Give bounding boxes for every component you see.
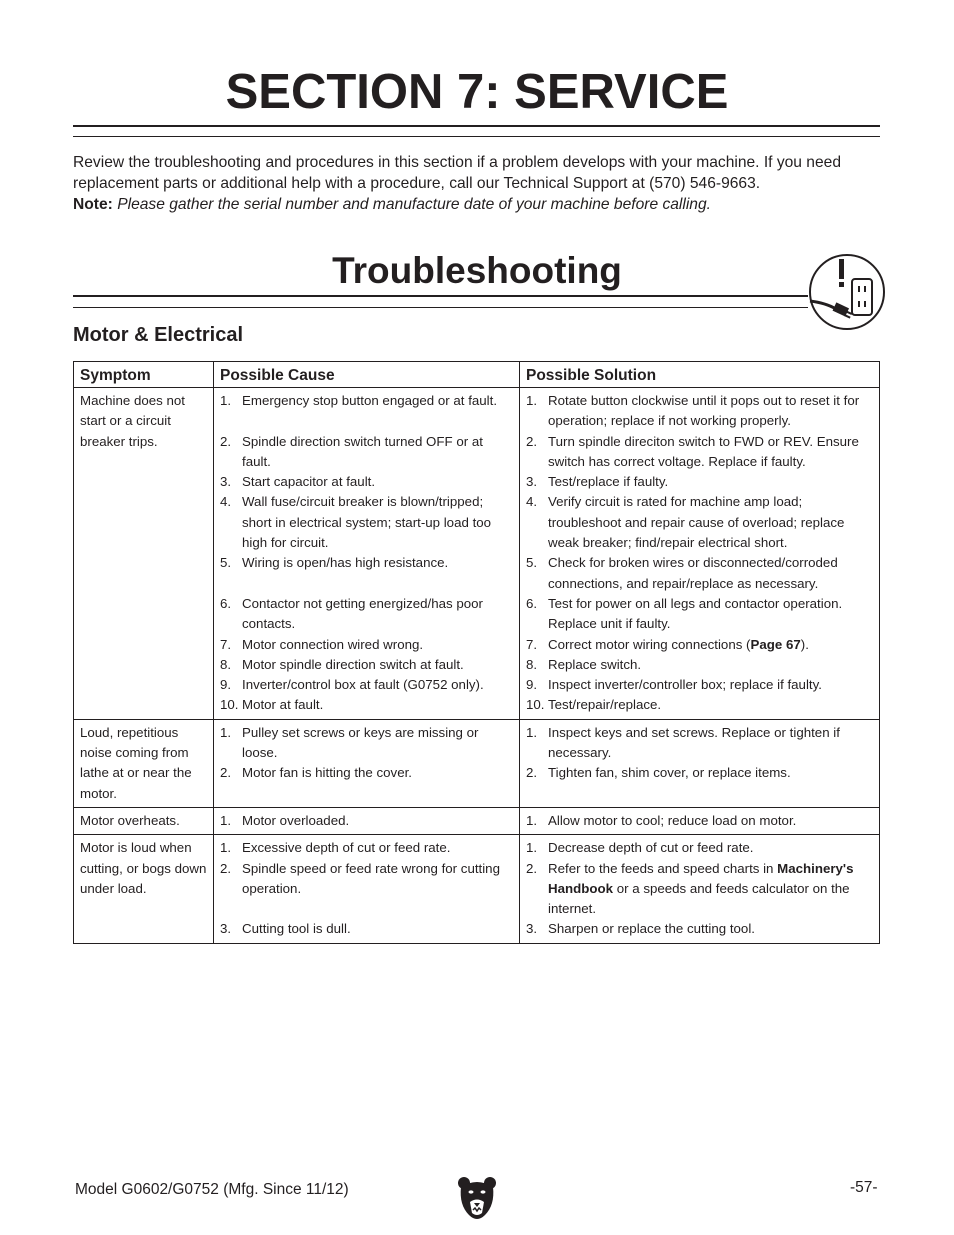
page-ref: Page 67 [750, 636, 801, 652]
list-item: 1. Motor overloaded. [220, 812, 350, 828]
list-item: 2. Turn spindle direciton switch to FWD or REV. Ensure switch has correct voltage. Replace if faulty. [526, 433, 859, 469]
list-item: 6. Contactor not getting energized/has poor contacts. [220, 595, 483, 632]
list-item: 3. Cutting tool is dull. [220, 921, 351, 937]
table-header-row [74, 362, 880, 388]
table-row [74, 388, 880, 720]
list-item: 2. Spindle speed or feed rate wrong for cutting operation. [220, 860, 500, 896]
troubleshooting-rule-top [73, 295, 808, 297]
list-item: 2. Spindle direction switch turned OFF or at fault. [220, 433, 483, 469]
list-item: 10. Test/repair/replace. [526, 697, 662, 713]
list-item: 2. Motor fan is hitting the cover. [220, 765, 412, 781]
list-item: 1. Emergency stop button engaged or at fault. [220, 393, 498, 408]
list-item: 8. Motor spindle direction switch at fault. [220, 656, 464, 672]
troubleshooting-rule-bottom [73, 307, 808, 308]
title-rule-bottom [73, 136, 880, 137]
cause-cell [214, 719, 520, 807]
footer-model: Model G0602/G0752 (Mfg. Since 11/12) [75, 1181, 349, 1198]
warning-plug-outlet-icon [806, 253, 886, 333]
troubleshooting-title: Troubleshooting [332, 250, 622, 291]
solution-cell [520, 388, 880, 720]
list-item: 7. Correct motor wiring connections (Page 67). [526, 636, 809, 652]
symptom-cell: Motor overheats. [74, 807, 214, 834]
symptom-cell: Motor is loud when cutting, or bogs down under load. [74, 835, 214, 943]
list-item: 4. Verify circuit is rated for machine amp load; troubleshoot and repair cause of overload; replace weak breaker; find/repair electrical short. [526, 494, 845, 551]
list-item: 10. Motor at fault. [220, 697, 324, 713]
title-rule-top [73, 125, 880, 127]
list-item: 3. Test/replace if faulty. [526, 474, 669, 490]
symptom-cell: Machine does not start or a circuit breaker trips. [74, 388, 214, 720]
handbook-ref: Machinery's Handbook [548, 860, 854, 896]
list-item: 2. Refer to the feeds and speed charts in Machinery's Handbook or a speeds and feeds calculator on the internet. [526, 860, 854, 917]
list-item: 1. Pulley set screws or keys are missing or loose. [220, 724, 479, 761]
list-item: 1. Decrease depth of cut or feed rate. [526, 840, 754, 856]
table-row [74, 807, 880, 834]
list-item: 1. Excessive depth of cut or feed rate. [220, 840, 451, 856]
list-item: 5. Check for broken wires or disconnected/corroded connections, and repair/replace as necessary. [526, 555, 838, 591]
list-item: 8. Replace switch. [526, 656, 642, 672]
table-row [74, 835, 880, 943]
subsection-title: Motor & Electrical [73, 324, 244, 346]
table-row [74, 719, 880, 807]
list-item: 4. Wall fuse/circuit breaker is blown/tripped; short in electrical system; start-up load too high for circuit. [220, 494, 492, 551]
solution-cell [520, 835, 880, 943]
intro-text: Review the troubleshooting and procedures in this section if a problem develops with your machine. If you need replacement parts or additional help with a procedure, call our Technical Support at (570) 546-9663. [73, 154, 841, 192]
footer-page-number: -57- [850, 1179, 878, 1196]
list-item: 1. Rotate button clockwise until it pops out to reset it for operation; replace if not working properly. [526, 393, 860, 429]
cause-cell [214, 807, 520, 834]
section-title: SECTION 7: SERVICE [225, 65, 729, 119]
solution-cell [520, 807, 880, 834]
list-item: 3. Start capacitor at fault. [220, 474, 376, 490]
header-possible-cause: Possible Cause [214, 362, 520, 388]
intro-paragraph [73, 152, 885, 215]
list-item: 3. Sharpen or replace the cutting tool. [526, 921, 755, 937]
list-item: 2. Tighten fan, shim cover, or replace items. [526, 765, 791, 781]
header-symptom: Symptom [74, 362, 214, 388]
note-text: Please gather the serial number and manufacture date of your machine before calling. [117, 196, 711, 213]
header-possible-solution: Possible Solution [520, 362, 880, 388]
list-item: 6. Test for power on all legs and contactor operation. Replace unit if faulty. [526, 595, 843, 632]
list-item: 1. Inspect keys and set screws. Replace or tighten if necessary. [526, 724, 840, 761]
list-item: 9. Inverter/control box at fault (G0752 only). [220, 677, 484, 693]
list-item: 1. Allow motor to cool; reduce load on motor. [526, 812, 797, 828]
troubleshooting-table [73, 361, 880, 944]
cause-cell [214, 388, 520, 720]
list-item: 9. Inspect inverter/controller box; replace if faulty. [526, 677, 822, 693]
solution-cell [520, 719, 880, 807]
note-label: Note: [73, 196, 113, 213]
list-item: 7. Motor connection wired wrong. [220, 636, 424, 652]
grizzly-bear-logo [457, 1175, 497, 1223]
cause-cell [214, 835, 520, 943]
symptom-cell: Loud, repetitious noise coming from lathe at or near the motor. [74, 719, 214, 807]
list-item: 5. Wiring is open/has high resistance. [220, 555, 449, 571]
